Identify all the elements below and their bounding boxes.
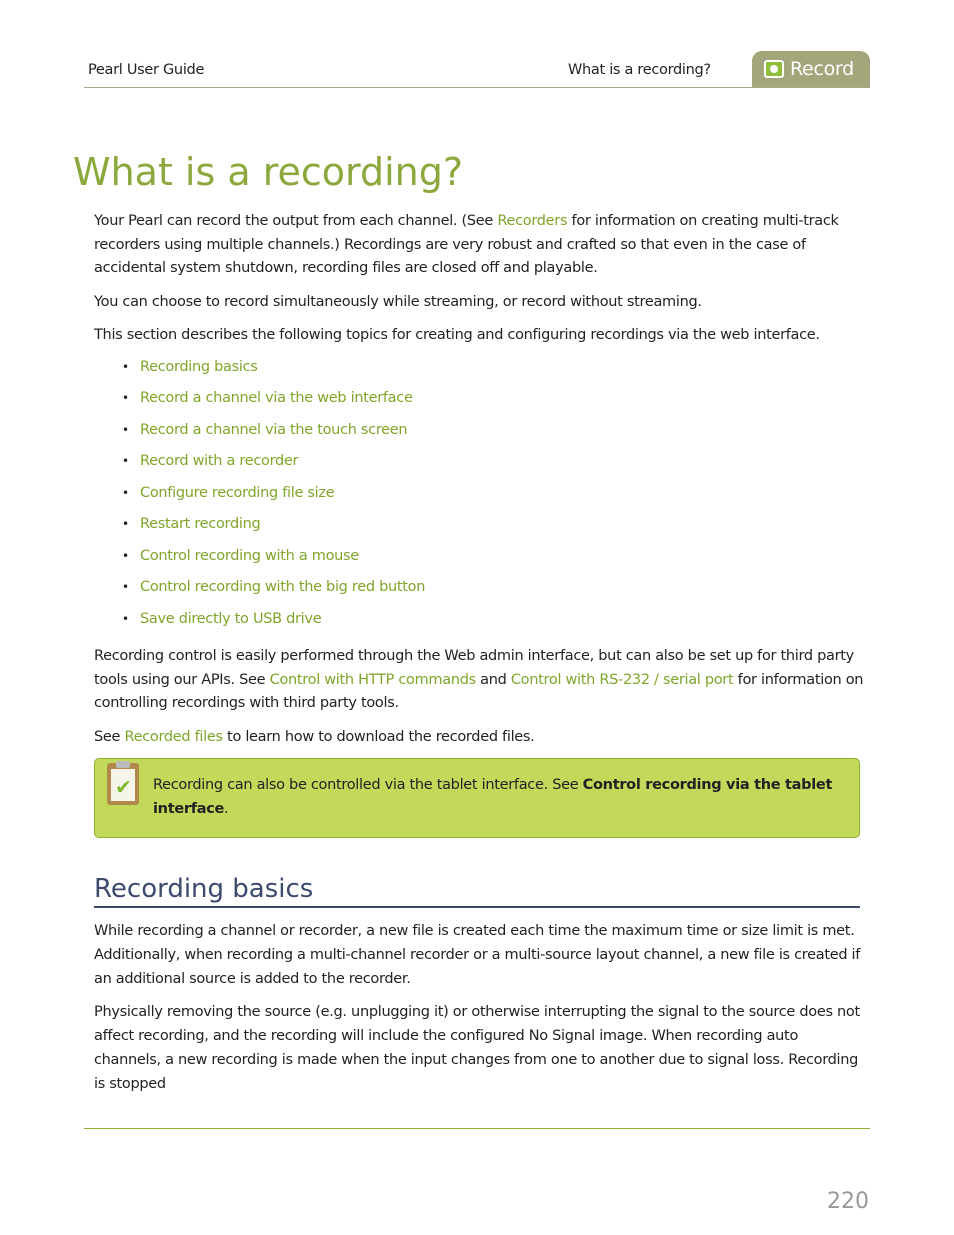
text: Your Pearl can record the output from each channel. (See	[94, 213, 498, 229]
topic-link[interactable]: Record with a recorder	[140, 453, 299, 469]
topics-intro: This section describes the following topics for creating and configuring recordings via the web interface.	[94, 327, 820, 343]
intro-content	[94, 210, 864, 759]
page-number: 220	[827, 1189, 869, 1214]
note-box	[94, 758, 860, 838]
list-item	[140, 572, 864, 604]
text: .	[224, 801, 229, 817]
record-icon	[764, 60, 784, 78]
text: and	[475, 671, 511, 688]
list-item	[140, 604, 864, 636]
text: for information on controlling recordings with third party tools.	[94, 671, 864, 711]
text: for information on creating multi-track recorders using multiple channels.) Recordings are very robust and crafted so that even in the case of accidental system shutdown, recording files are closed off and playable.	[94, 213, 839, 276]
section-content	[94, 920, 864, 1107]
list-item	[140, 383, 864, 415]
link-recorders[interactable]: Recorders	[497, 213, 568, 229]
topic-link[interactable]: Record a channel via the web interface	[140, 390, 413, 406]
topic-link[interactable]: Restart recording	[140, 516, 261, 532]
streaming-paragraph: You can choose to record simultaneously while streaming, or record without streaming.	[94, 293, 702, 310]
footer-divider	[84, 1128, 870, 1129]
text: See	[94, 728, 125, 745]
intro-paragraph	[94, 210, 864, 281]
section-heading: Recording basics	[94, 874, 860, 908]
text: Recording control is easily performed through the Web admin interface, but can also be set up for third party tools using our APIs. See	[94, 648, 854, 688]
note-bold-link: Control recording via the tablet interface	[153, 777, 833, 817]
see-paragraph	[94, 726, 864, 750]
topic-link[interactable]: Save directly to USB drive	[140, 610, 322, 627]
link-http-commands[interactable]: Control with HTTP commands	[269, 671, 476, 688]
list-item	[140, 446, 864, 478]
link-rs232[interactable]: Control with RS-232 / serial port	[510, 671, 734, 688]
page-title: What is a recording?	[73, 150, 464, 194]
topic-link[interactable]: Record a channel via the touch screen	[140, 421, 408, 438]
list-item	[140, 352, 864, 384]
topic-link[interactable]: Control recording with a mouse	[140, 547, 359, 564]
list-item	[140, 541, 864, 573]
note-text	[153, 773, 839, 821]
basics-paragraph-2: Physically removing the source (e.g. unplugging it) or otherwise interrupting the signal to the source does not affect recording, and the recording will include the configured No Signal image. When recording auto channels, a new recording is made when the input changes from one to another due to signal loss. Recording is stopped	[94, 1004, 860, 1092]
topic-list	[94, 352, 864, 636]
topic-link[interactable]: Configure recording file size	[140, 484, 335, 501]
list-item	[140, 415, 864, 447]
control-paragraph	[94, 645, 864, 716]
header-divider	[84, 87, 870, 88]
topic-link[interactable]: Recording basics	[140, 358, 258, 375]
record-tab	[752, 51, 870, 87]
text: Recording can also be controlled via the tablet interface. See	[153, 777, 583, 793]
header-section-title: What is a recording?	[568, 62, 711, 78]
list-item	[140, 478, 864, 510]
basics-paragraph-1: While recording a channel or recorder, a new file is created each time the maximum time or size limit is met. Additionally, when recording a multi-channel recorder or a multi-source layout channel, a new file is created if an additional source is added to the recorder.	[94, 923, 861, 987]
record-tab-label: Record	[790, 58, 854, 80]
list-item	[140, 509, 864, 541]
clipboard-check-icon: ✔	[107, 763, 139, 805]
text: to learn how to download the recorded files.	[222, 728, 535, 745]
link-recorded-files[interactable]: Recorded files	[124, 728, 223, 745]
header-guide-title: Pearl User Guide	[88, 62, 205, 78]
topic-link[interactable]: Control recording with the big red button	[140, 579, 426, 595]
